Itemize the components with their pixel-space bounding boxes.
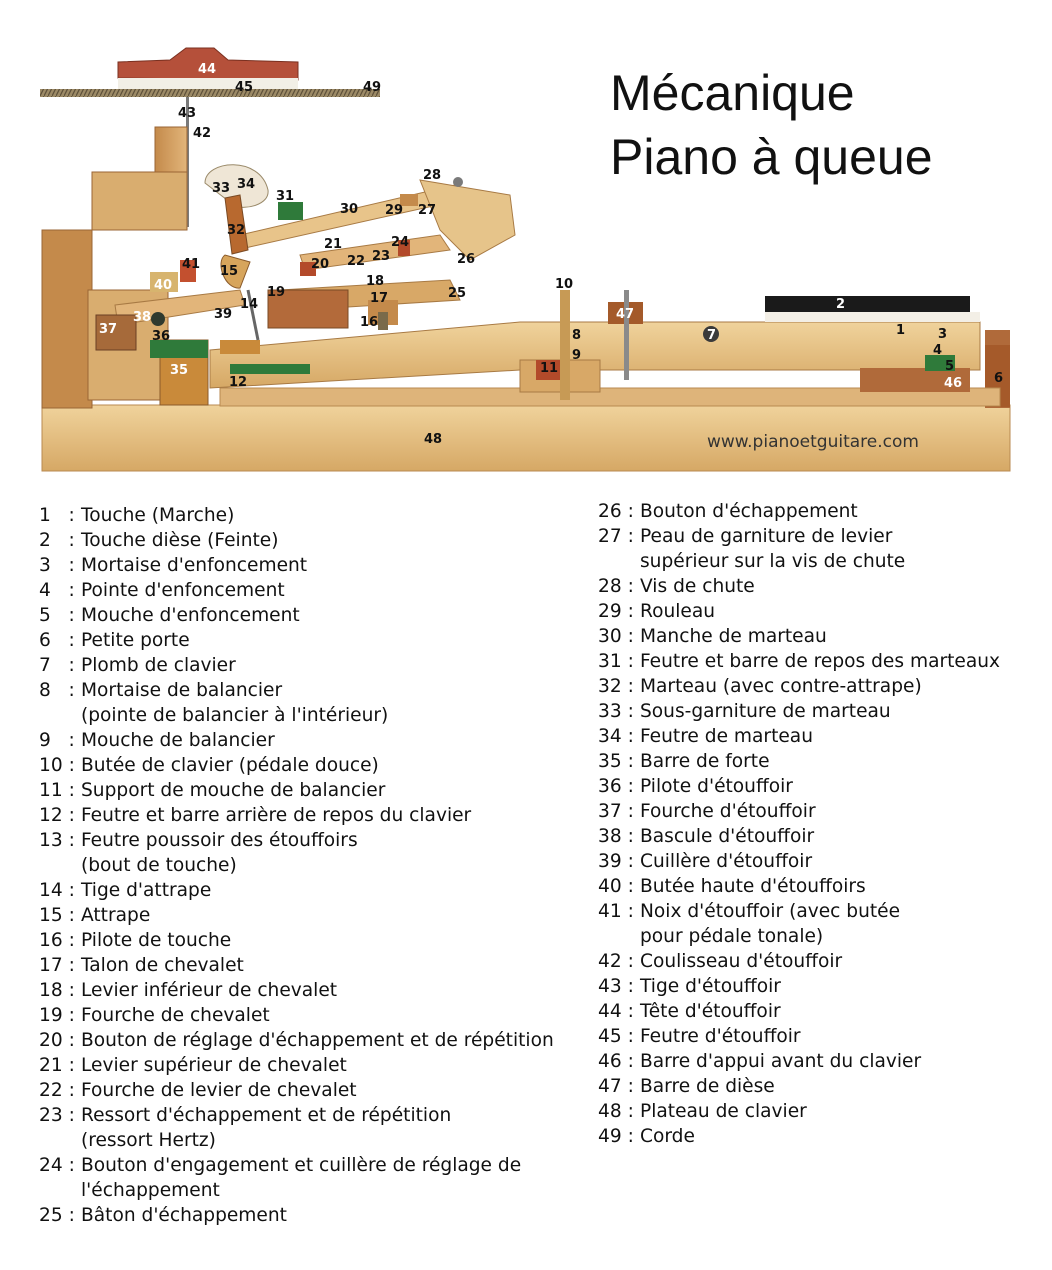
legend-text: Fourche d'étouffoir: [640, 801, 816, 822]
callout-13: 13: [222, 329, 241, 344]
callout-34: 34: [237, 177, 256, 192]
legend-number: 34 :: [598, 726, 634, 747]
legend-number: 46 :: [598, 1051, 634, 1072]
callout-6: 6: [994, 371, 1004, 386]
callout-38: 38: [133, 310, 152, 325]
legend-text: Plateau de clavier: [640, 1101, 807, 1122]
legend-text: Tige d'attrape: [81, 880, 212, 901]
legend-text: Butée de clavier (pédale douce): [81, 755, 379, 776]
legend-number: 3 :: [39, 555, 75, 576]
legend-text: Mortaise d'enfoncement: [81, 555, 308, 576]
legend-text: Cuillère d'étouffoir: [640, 851, 813, 872]
legend-number: 35 :: [598, 751, 634, 772]
legend-number: 6 :: [39, 630, 75, 651]
legend-number: 37 :: [598, 801, 634, 822]
legend-text: l'échappement: [81, 1180, 220, 1201]
callout-17: 17: [370, 291, 389, 306]
legend-number: 13 :: [39, 830, 75, 851]
legend-number: 10 :: [39, 755, 75, 776]
sharp-bar-screw: [624, 290, 629, 380]
legend-text: Rouleau: [640, 601, 716, 622]
legend-number: 38 :: [598, 826, 634, 847]
legend-text: Barre de dièse: [640, 1076, 775, 1097]
damper-rail-top: [92, 172, 187, 230]
back-block: [42, 230, 92, 408]
callout-47: 47: [616, 307, 635, 322]
legend-number: 31 :: [598, 651, 634, 672]
callout-48: 48: [424, 432, 443, 447]
legend-text: Corde: [640, 1126, 695, 1147]
callout-28: 28: [423, 168, 442, 183]
legend-number: 33 :: [598, 701, 634, 722]
legend-text: Tige d'étouffoir: [640, 976, 781, 997]
legend-number: 28 :: [598, 576, 634, 597]
callout-35: 35: [170, 363, 189, 378]
legend-number: 18 :: [39, 980, 75, 1001]
legend-number: 12 :: [39, 805, 75, 826]
callout-22: 22: [347, 254, 366, 269]
callout-15: 15: [220, 264, 239, 279]
legend-text: Bouton de réglage d'échappement et de répétition: [81, 1030, 554, 1051]
legend-number: 8 :: [39, 680, 75, 701]
legend-text: (ressort Hertz): [81, 1130, 216, 1151]
legend-number: 45 :: [598, 1026, 634, 1047]
title-line-2: Piano à queue: [610, 129, 933, 185]
legend-text: Pilote d'étouffoir: [640, 776, 793, 797]
callout-14: 14: [240, 297, 259, 312]
legend-number: 32 :: [598, 676, 634, 697]
legend-text: Butée haute d'étouffoirs: [640, 876, 866, 897]
legend-number: 9 :: [39, 730, 75, 751]
legend-number: 21 :: [39, 1055, 75, 1076]
legend-text: Fourche de chevalet: [81, 1005, 270, 1026]
legend-text: Noix d'étouffoir (avec butée: [640, 901, 901, 922]
callout-7: 7: [707, 328, 717, 343]
callout-19: 19: [267, 285, 286, 300]
legend-left: [39, 505, 579, 1245]
legend-number: 19 :: [39, 1005, 75, 1026]
legend-text: Tête d'étouffoir: [640, 1001, 781, 1022]
legend-number: 15 :: [39, 905, 75, 926]
legend-number: 22 :: [39, 1080, 75, 1101]
legend-text: Feutre poussoir des étouffoirs: [81, 830, 358, 851]
callout-27: 27: [418, 203, 437, 218]
legend-number: 47 :: [598, 1076, 634, 1097]
legend-number: 2 :: [39, 530, 75, 551]
callout-20: 20: [311, 257, 330, 272]
legend-number: 48 :: [598, 1101, 634, 1122]
legend-number: 25 :: [39, 1205, 75, 1226]
callout-23: 23: [372, 249, 391, 264]
legend-text: Barre d'appui avant du clavier: [640, 1051, 922, 1072]
drop-screw: [453, 177, 463, 187]
legend-text: Sous-garniture de marteau: [640, 701, 891, 722]
callout-33: 33: [212, 181, 231, 196]
legend-number: 14 :: [39, 880, 75, 901]
callout-43: 43: [178, 106, 197, 121]
legend-text: Vis de chute: [640, 576, 755, 597]
callout-42: 42: [193, 126, 212, 141]
legend-number: 1 :: [39, 505, 75, 526]
callout-32: 32: [227, 223, 246, 238]
legend-number: 29 :: [598, 601, 634, 622]
callout-18: 18: [366, 274, 385, 289]
callout-49: 49: [363, 80, 382, 95]
legend-number: 20 :: [39, 1030, 75, 1051]
legend-number: 4 :: [39, 580, 75, 601]
legend-text: (bout de touche): [81, 855, 237, 876]
legend-number: 40 :: [598, 876, 634, 897]
website-url: www.pianoetguitare.com: [707, 432, 919, 452]
legend-number: 49 :: [598, 1126, 634, 1147]
legend-number: 7 :: [39, 655, 75, 676]
string: [40, 89, 380, 97]
damper-lever-center: [151, 312, 165, 326]
callout-25: 25: [448, 286, 467, 301]
damper-felt: [118, 78, 298, 89]
legend-text: Levier inférieur de chevalet: [81, 980, 338, 1001]
callout-41: 41: [182, 257, 201, 272]
callout-21: 21: [324, 237, 343, 252]
legend-text: Mouche d'enfoncement: [81, 605, 300, 626]
callout-5: 5: [945, 359, 955, 374]
callout-37: 37: [99, 322, 118, 337]
callout-1: 1: [896, 323, 906, 338]
callout-10: 10: [555, 277, 574, 292]
legend-number: 36 :: [598, 776, 634, 797]
hammer-rest-felt: [278, 202, 303, 220]
callout-3: 3: [938, 327, 948, 342]
legend-text: pour pédale tonale): [640, 926, 824, 947]
legend-number: 42 :: [598, 951, 634, 972]
legend-text: Pointe d'enfoncement: [81, 580, 285, 601]
callout-24: 24: [391, 235, 410, 250]
callout-8: 8: [572, 328, 582, 343]
legend-text: Bâton d'échappement: [81, 1205, 287, 1226]
callout-31: 31: [276, 189, 295, 204]
sharp-key: [765, 296, 970, 314]
legend-number: 39 :: [598, 851, 634, 872]
legend-text: Levier supérieur de chevalet: [81, 1055, 347, 1076]
legend-text: Bascule d'étouffoir: [640, 826, 815, 847]
legend-text: Bouton d'échappement: [640, 501, 858, 522]
callout-30: 30: [340, 202, 359, 217]
callout-45: 45: [235, 80, 254, 95]
legend-text: (pointe de balancier à l'intérieur): [81, 705, 389, 726]
legend-text: supérieur sur la vis de chute: [640, 551, 906, 572]
legend-number: 26 :: [598, 501, 634, 522]
legend-text: Coulisseau d'étouffoir: [640, 951, 843, 972]
legend-number: 11 :: [39, 780, 75, 801]
legend-text: Support de mouche de balancier: [81, 780, 386, 801]
legend-text: Petite porte: [81, 630, 190, 651]
legend-number: 23 :: [39, 1105, 75, 1126]
legend-text: Mouche de balancier: [81, 730, 275, 751]
callout-29: 29: [385, 203, 404, 218]
callout-26: 26: [457, 252, 476, 267]
callout-11: 11: [540, 361, 559, 376]
legend-text: Talon de chevalet: [81, 955, 244, 976]
legend-text: Plomb de clavier: [81, 655, 236, 676]
legend-number: 16 :: [39, 930, 75, 951]
legend-text: Feutre et barre de repos des marteaux: [640, 651, 1001, 672]
legend-number: 41 :: [598, 901, 634, 922]
legend-text: Ressort d'échappement et de répétition: [81, 1105, 452, 1126]
callout-16: 16: [360, 315, 379, 330]
legend-text: Feutre et barre arrière de repos du clavier: [81, 805, 472, 826]
callout-39: 39: [214, 307, 233, 322]
legend-number: 5 :: [39, 605, 75, 626]
legend-text: Barre de forte: [640, 751, 770, 772]
callout-36: 36: [152, 329, 171, 344]
legend-number: 17 :: [39, 955, 75, 976]
capstan: [378, 312, 388, 330]
legend-text: Marteau (avec contre-attrape): [640, 676, 922, 697]
key-top: [765, 312, 980, 322]
legend-text: Feutre de marteau: [640, 726, 813, 747]
callout-44: 44: [198, 62, 217, 77]
legend-text: Touche (Marche): [81, 505, 235, 526]
legend-number: 30 :: [598, 626, 634, 647]
legend-text: Fourche de levier de chevalet: [81, 1080, 357, 1101]
legend-text: Manche de marteau: [640, 626, 827, 647]
legend-number: 44 :: [598, 1001, 634, 1022]
legend-number: 43 :: [598, 976, 634, 997]
piano-action-diagram: [0, 0, 1052, 480]
legend-right: [598, 501, 1038, 1161]
callout-9: 9: [572, 348, 582, 363]
callout-46: 46: [944, 376, 963, 391]
legend-number: 24 :: [39, 1155, 75, 1176]
callout-12: 12: [229, 375, 248, 390]
callout-4: 4: [933, 343, 943, 358]
back-rail-felt: [230, 364, 310, 374]
key-stop: [560, 290, 570, 400]
legend-text: Feutre d'étouffoir: [640, 1026, 801, 1047]
legend-text: Peau de garniture de levier: [640, 526, 893, 547]
legend-text: Mortaise de balancier: [81, 680, 283, 701]
legend-text: Pilote de touche: [81, 930, 232, 951]
legend-text: Touche dièse (Feinte): [81, 530, 279, 551]
legend-text: Bouton d'engagement et cuillère de réglage de: [81, 1155, 522, 1176]
callout-40: 40: [154, 278, 173, 293]
legend-text: Attrape: [81, 905, 151, 926]
legend-number: 27 :: [598, 526, 634, 547]
callout-2: 2: [836, 297, 846, 312]
title-line-1: Mécanique: [610, 65, 855, 121]
